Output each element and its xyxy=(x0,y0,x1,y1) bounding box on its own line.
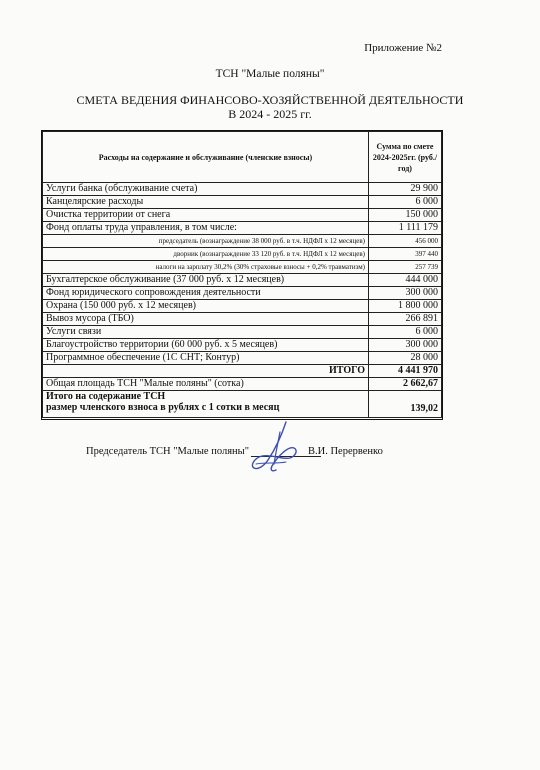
row-value: 150 000 xyxy=(369,209,442,222)
budget-table xyxy=(42,131,442,418)
document-title xyxy=(0,93,540,121)
area-value: 2 662,67 xyxy=(369,378,442,391)
row-label: Охрана (150 000 руб. х 12 месяцев) xyxy=(43,300,369,313)
row-value: 444 000 xyxy=(369,274,442,287)
organization-name: ТСН "Малые поляны" xyxy=(215,68,325,80)
area-row xyxy=(43,378,442,391)
row-label: Программное обеспечение (1С СНТ; Контур) xyxy=(43,352,369,365)
row-label: Услуги банка (обслуживание счета) xyxy=(43,183,369,196)
table-row xyxy=(43,352,442,365)
subrow-label: налоги на зарплату 30,2% (30% страховые взносы + 0,2% травматизм) xyxy=(43,261,369,274)
appendix-label: Приложение №2 xyxy=(364,42,442,54)
subrow-label: председатель (вознаграждение 38 000 руб. в т.ч. НДФЛ х 12 месяцев) xyxy=(43,235,369,248)
table-subrow xyxy=(43,248,442,261)
table-subrow xyxy=(43,261,442,274)
total-value: 4 441 970 xyxy=(369,365,442,378)
fee-label-line-1: Итого на содержание ТСН xyxy=(46,391,166,402)
total-label: ИТОГО xyxy=(43,365,369,378)
row-value: 29 900 xyxy=(369,183,442,196)
table-subrow xyxy=(43,235,442,248)
row-label: Канцелярские расходы xyxy=(43,196,369,209)
row-label: Услуги связи xyxy=(43,326,369,339)
title-line-1: СМЕТА ВЕДЕНИЯ ФИНАНСОВО-ХОЗЯЙСТВЕННОЙ ДЕЯТЕЛЬНОСТИ xyxy=(76,93,464,107)
table-row xyxy=(43,300,442,313)
table-row xyxy=(43,196,442,209)
table-row xyxy=(43,209,442,222)
row-value: 1 800 000 xyxy=(369,300,442,313)
fee-value: 139,02 xyxy=(369,391,442,418)
row-value: 1 111 179 xyxy=(369,222,442,235)
fee-label-line-2: размер членского взноса в рублях с 1 сотки в месяц xyxy=(46,402,280,413)
table-row xyxy=(43,287,442,300)
row-value: 6 000 xyxy=(369,196,442,209)
table-row xyxy=(43,313,442,326)
area-label: Общая площадь ТСН "Малые поляны" (сотка) xyxy=(43,378,369,391)
subrow-value: 257 739 xyxy=(369,261,442,274)
header-expenses: Расходы на содержание и обслуживание (членские взносы) xyxy=(43,132,369,183)
table-row xyxy=(43,339,442,352)
subrow-value: 397 440 xyxy=(369,248,442,261)
signer-position: Председатель ТСН "Малые поляны" xyxy=(86,446,249,457)
table-row xyxy=(43,274,442,287)
row-value: 6 000 xyxy=(369,326,442,339)
total-row xyxy=(43,365,442,378)
title-line-2: В 2024 - 2025 гг. xyxy=(228,107,312,121)
subrow-label: дворник (вознаграждение 33 120 руб. в т.ч. НДФЛ х 12 месяцев) xyxy=(43,248,369,261)
fee-row xyxy=(43,391,442,418)
row-label: Очистка территории от снега xyxy=(43,209,369,222)
row-label: Фонд юридического сопровождения деятельности xyxy=(43,287,369,300)
signer-name: В.И. Перервенко xyxy=(308,446,383,457)
row-label: Вывоз мусора (ТБО) xyxy=(43,313,369,326)
row-value: 266 891 xyxy=(369,313,442,326)
table-row xyxy=(43,222,442,235)
table-header-row xyxy=(43,132,442,183)
table-row xyxy=(43,183,442,196)
row-label: Бухгалтерское обслуживание (37 000 руб. х 12 месяцев) xyxy=(43,274,369,287)
fee-label xyxy=(43,391,369,418)
header-amount: Сумма по смете 2024-2025гг. (руб./год) xyxy=(369,132,442,183)
row-value: 300 000 xyxy=(369,339,442,352)
handwritten-signature xyxy=(246,420,306,480)
row-value: 28 000 xyxy=(369,352,442,365)
table-row xyxy=(43,326,442,339)
row-label: Фонд оплаты труда управления, в том числе: xyxy=(43,222,369,235)
subrow-value: 456 000 xyxy=(369,235,442,248)
row-value: 300 000 xyxy=(369,287,442,300)
row-label: Благоустройство территории (60 000 руб. х 5 месяцев) xyxy=(43,339,369,352)
